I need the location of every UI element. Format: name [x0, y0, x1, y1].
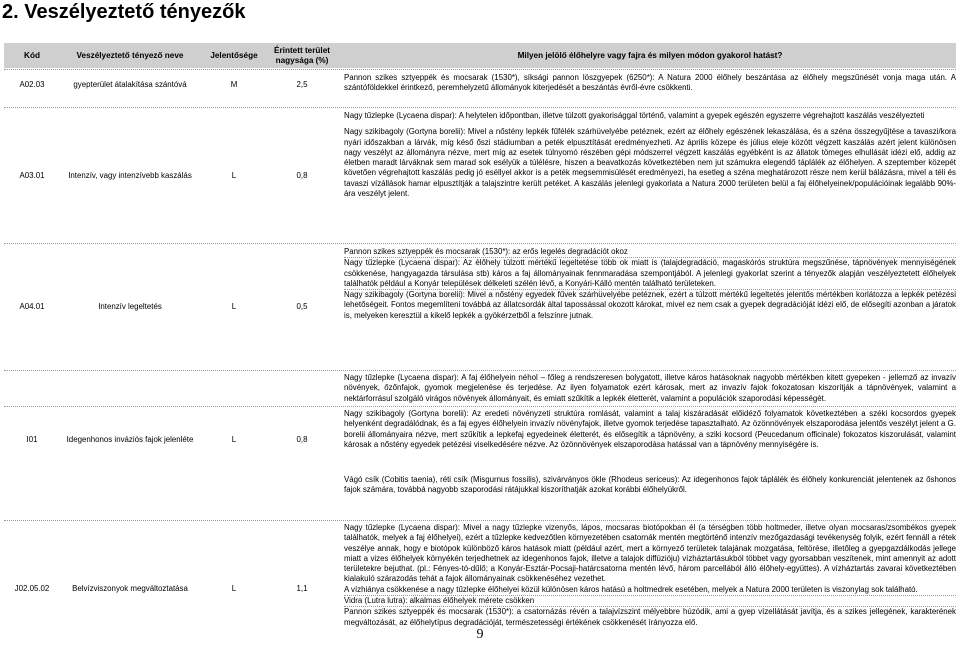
header-description: Milyen jelölő élőhelyre vagy fajra és milyen módon gyakorol hatást?	[517, 50, 783, 60]
row-severity: L	[231, 583, 237, 593]
row-area: 2,5	[296, 79, 308, 89]
description-paragraph: Vágó csík (Cobitis taenia), réti csík (Misgurnus fossilis), szivárványos ökle (Rhodeus sericeus): Az idegenhonos fajok táplálék és élőhely konkurenciát jelentenek az őshonos fajok számára, továbbá nagyobb szaporodási rátájukkal kiszoríthatják azokat korábbi élőhelyükről.	[344, 475, 956, 495]
description-paragraph: Nagy tűzlepke (Lycaena dispar): A helytelen időpontban, illetve túlzott gyakorisággal történő, valamint a gyepek egészén egyszerre végrehajtott kaszálás veszélyezteti	[344, 111, 925, 120]
row-code: J02.05.02	[14, 583, 50, 593]
description-paragraph: Nagy szikibagoly (Gortyna borelii): Mivel a nőstény lepkék fűfélék szárhüvelyébe petéznek, ezért az élőhely egészének lekaszálása, és a széna összegyűjtése a tavaszi/kora nyári időszakban a lárvák, míg késő őszi stádiumban a peték elpusztítását eredményezheti. Az április közepe és július eleje között végzett kaszálás azért jelent különösen nagy veszélyt az állományra nézve, mert míg az esetek túlnyomó részében gépi módszerrel végzett kaszálás egyébként is az állatok tömeges elhullását idézi elő, addig az életben maradt lárváknak sem marad sok esélyük a túlélésre, hiszen a beavatkozás következtében nem jut számukra elegendő táplálék az élőhelyen. A szeptember közepét követően végrehajtott kaszálás pedig jó eséllyel akkor is a peték megsemmisülését eredményezi, ha esetleg a széna meghatározott része nem kerül bálázásra, mivel a téli és tavaszi vízállások hamar elpusztítják a talajszintre került petéket. A kaszálás jelenlegi gyakorlata a Natura 2000 területen belül a faj élőhelyeinek/populációinak legalább 90%-ára veszélyt jelent.	[344, 127, 956, 199]
row-severity: L	[231, 170, 237, 180]
row-name: gyepterület átalakítása szántóvá	[73, 79, 187, 89]
page-number: 9	[476, 627, 484, 642]
row-description-prefix	[344, 373, 956, 404]
row-name: Belvízviszonyok megváltoztatása	[72, 583, 188, 593]
row-description	[344, 73, 956, 94]
row-name: Intenzív legeltetés	[98, 301, 162, 311]
header-code: Kód	[24, 50, 40, 60]
row-description	[344, 111, 956, 199]
row-severity: M	[230, 79, 238, 89]
description-paragraph: Nagy tűzlepke (Lycaena dispar): Mivel a nagy tűzlepke vizenyős, lápos, mocsaras biotópokban él (a térségben több holtmeder, illetve olyan mocsaras/zsombékos gyepek találhatók, melyek a faj élőhelyei), ezért a tűzlepke kedvezőtlen környezetében csatornák mentén megtörténő intenzív mezőgazdasági tevékenység folyik, ezért fennáll a rétek veszélye annak, hogy e biotópok különböző káros hatások miatt (például azért, mert a környező területek talajának mozgatása, feltörése, illetőleg a gyepgazdálkodás jellege miatt a vizes élőhelyek környékén terjedhetnek az idegenhonos fajok, illetve a talajok diffúzióju) vízháztartásukból többet vagy gyorsabban veszítenek, mint amennyit az adott területekre bejuthat. (pl.: Fényes-tó-dűlő; a Konyár-Esztár-Pocsaji-határcsatorna mentén lévő, három parcellából álló élőhely-együttes). A vízháztartás zavarai következtében kialakuló szárazodás tehát a fajok állományainak csökkenéséhez vezethet.	[344, 523, 956, 584]
header-severity: Jelentősége	[210, 50, 258, 60]
row-severity: L	[231, 301, 237, 311]
description-paragraph: Nagy tűzlepke (Lycaena dispar): A faj élőhelyein néhol – főleg a rendszeresen bolygatott, illetve káros hatásoknak nagyobb mértékben kitett gyepeken - jellemző az invazív növények, őzőnfajok, gyomok megjelenése és terjedése. Az ilyen folyamatok ezért károsak, mert az invazív fajok fokozatosan kiszorítják a tápnövények, valamint a nektárforrásul szolgáló virágos növények állományait, és emiatt szűkítik a lepkék életterét, valamint a populációk szaporodási képességét.	[344, 373, 956, 403]
row-code: A04.01	[19, 301, 45, 311]
row-severity: L	[231, 434, 237, 444]
header-name: Veszélyeztető tényező neve	[76, 50, 184, 60]
description-paragraph: Pannon szikes sztyeppék és mocsarak (1530*): az erős legelés degradációt okoz	[344, 247, 628, 256]
table-row	[4, 107, 956, 244]
table-row	[4, 69, 956, 100]
row-description	[344, 523, 956, 628]
row-area: 0,8	[296, 434, 308, 444]
table-row	[4, 243, 956, 370]
row-code: A03.01	[19, 170, 45, 180]
row-name: Intenzív, vagy intenzívebb kaszálás	[68, 170, 192, 180]
row-area: 0,5	[296, 301, 308, 311]
row-code: I01	[26, 434, 38, 444]
description-paragraph: A vízhiánya csökkenése a nagy tűzlepke élőhelyei közül különösen káros hatású a holtmedrek esetében, melyek a Natura 2000 területen is viszonylag sok található.	[344, 584, 918, 594]
table-row	[4, 475, 956, 509]
description-paragraph: Pannon szikes sztyeppék és mocsarak (1530*), síksági pannon löszgyepek (6250*): A Natura 2000 élőhely beszántása az élőhely megszűnését vonja maga után. A szántóföldekkel érintkező, peremhelyzetű állományok kiterjedését a beszántás évről-évre csökkenti.	[344, 73, 956, 93]
description-paragraph: Pannon szikes sztyeppék és mocsarak (1530*): a csatornázás révén a talajvízszint mélyebbre húzódik, ami a gyep vízellátását javítja, és a szikes jellegének, karakterének megváltozását, az élőhelytípus degradációját, természetességi értékének csökkenését írányozza elő.	[344, 607, 956, 627]
row-description	[344, 475, 956, 496]
description-paragraph: Nagy szikibagoly (Gortyna borelii): Az eredeti növényzeti struktúra romlását, valamint a talaj kiszáradását előidéző folyamatok következtében a széki kocsordos gyepek helyenként degradálódnak, és a faj egyes élőhelyein invazív növényfajok, illetve gyomok terjedése tapasztalható. Az özönnövények elszaporodása jelentős veszélyt jelent a G. borelii állományaira nézve, mert szűkítik a lepkefaj egyedeinek életterét, és elősegítik a tápnövény, a sziki kocsord (Peucedanum officinale) fokozatos kiszorulását, valamint károsak a nőstény egyedek petézési viselkedésére nézve. Az özönnövények elszaporodása hatással van a tápnövény mennyiségére is.	[344, 409, 956, 449]
section-heading: 2. Veszélyeztető tényezők	[2, 1, 246, 23]
description-paragraph: Nagy tűzlepke (Lycaena dispar): Az élőhely túlzott mértékű legeltetése több ok miatt is (talajdegradáció, magaskórós struktúra megszűnése, tápnövények mennyiségének csökkenése, hangyagazda társulása stb) káros a faj állományainak fennmaradása szempontjából. A jelenlegi gyakorlat szerint a tényezők alapján veszélyeztetett élőhelyek találhatók például a Konyár települések délkeleti szélén lévő, a Konyári-Kálló mentén található területeken.	[344, 258, 956, 288]
table-row	[4, 406, 956, 473]
header-area: Érintett terület nagysága (%)	[274, 46, 330, 65]
description-paragraph: Nagy szikibagoly (Gortyna borelii): Mivel a nőstény egyedek fűvek szárhüvelyébe petéznek, ezért a túlzott mértékű legeltetés jelentős mértékben korlátozza a lepkék petézési lehetőségeit. Fontos megemlíteni továbbá az állatcsordák által tapossással okozott károkat, mivel ez nem csak a gyepek degradációját idézi elő, de elősegíti azonban a járatok is, melyeken keresztül a kikelő lepkék a gyökérzetből a felszínre jutnak.	[344, 290, 956, 320]
description-paragraph: Vidra (Lutra lutra): alkalmas élőhelyek mérete csökken	[344, 595, 956, 606]
row-description	[344, 247, 956, 321]
row-area: 0,8	[296, 170, 308, 180]
row-description	[344, 409, 956, 450]
row-code: A02.03	[19, 79, 45, 89]
table-header	[4, 43, 956, 68]
row-area: 1,1	[296, 583, 308, 593]
row-name: Idegenhonos inváziós fajok jelenléte	[66, 434, 194, 444]
